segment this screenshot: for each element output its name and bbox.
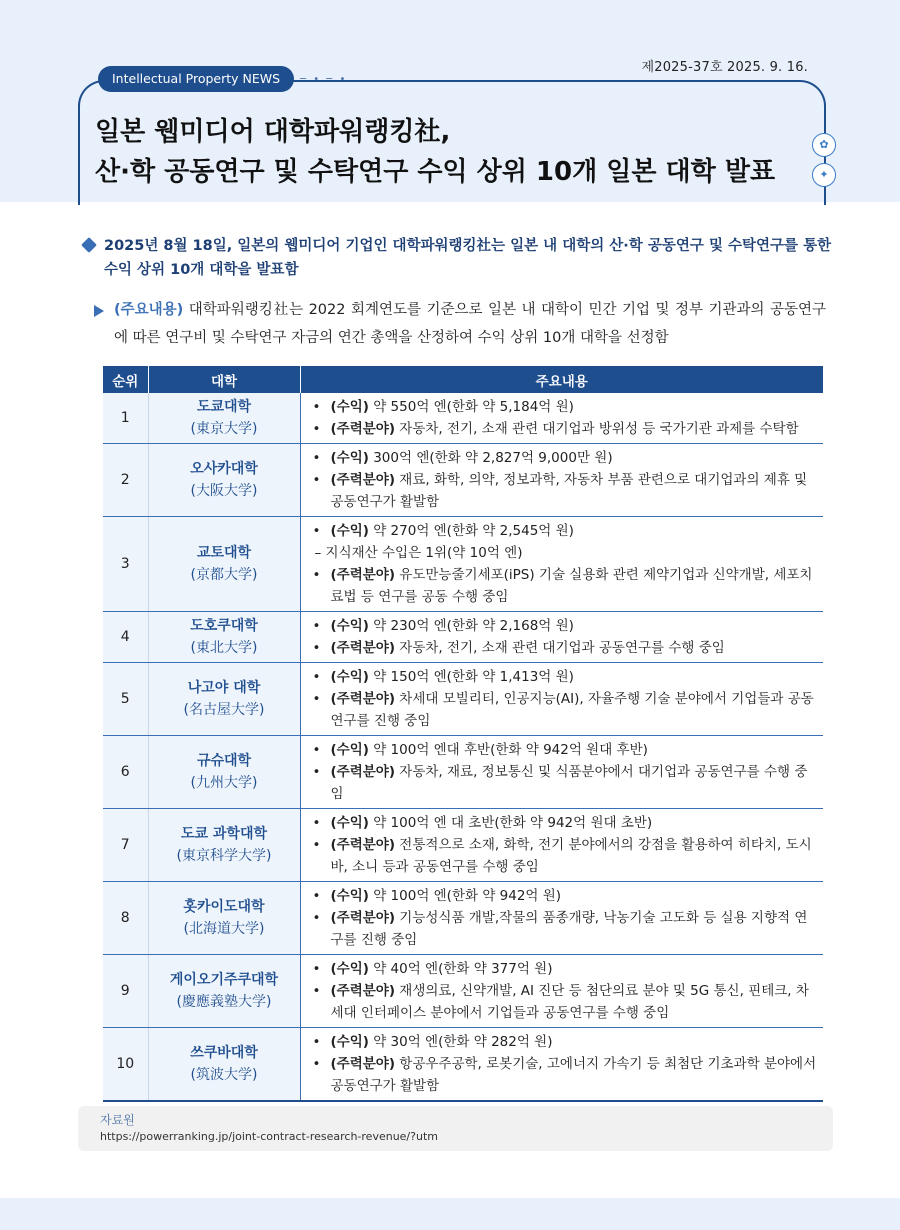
rank-cell: 8 — [103, 882, 148, 955]
detail-text: 약 100억 엔대 후반(한화 약 942억 원대 후반) — [368, 742, 648, 758]
detail-label: (주력분야) — [330, 567, 396, 583]
detail-text: 약 40억 엔(한화 약 377억 원) — [368, 961, 553, 977]
detail-label: (주력분야) — [330, 764, 396, 780]
university-cell — [148, 1028, 300, 1102]
rank-cell: 9 — [103, 955, 148, 1028]
summary-point-2 — [94, 296, 826, 352]
table-row — [103, 809, 823, 882]
rank-cell: 2 — [103, 444, 148, 517]
details-cell — [300, 444, 823, 517]
university-name-ja: (九州大学) — [190, 775, 258, 791]
details-cell — [300, 393, 823, 444]
university-name-ko: 도쿄 과학대학 — [180, 826, 268, 842]
detail-text: 기능성식품 개발,작물의 품종개량, 낙농기술 고도화 등 실용 지향적 연구를 진행 중임 — [330, 910, 808, 948]
detail-label: (수익) — [330, 618, 369, 634]
detail-text: 자동차, 전기, 소재 관련 대기업과 방위성 등 국가기관 과제를 수탁함 — [395, 421, 799, 437]
detail-item — [311, 615, 818, 637]
table-row — [103, 955, 823, 1028]
detail-label: (수익) — [330, 961, 369, 977]
rank-cell: 4 — [103, 612, 148, 663]
source-box — [78, 1106, 833, 1151]
university-cell — [148, 393, 300, 444]
detail-item — [311, 812, 818, 834]
table-row — [103, 663, 823, 736]
detail-item — [311, 396, 818, 418]
rank-cell: 10 — [103, 1028, 148, 1102]
detail-item — [311, 520, 818, 542]
university-name-ko: 쓰쿠바대학 — [190, 1045, 258, 1061]
details-cell — [300, 882, 823, 955]
lightbulb-icon: ✿ — [812, 133, 836, 157]
table-row — [103, 612, 823, 663]
detail-text: 약 30억 엔(한화 약 282억 원) — [368, 1034, 553, 1050]
university-name-ja: (東北大学) — [190, 640, 258, 656]
detail-item — [311, 761, 818, 805]
detail-text: 약 550억 엔(한화 약 5,184억 원) — [368, 399, 574, 415]
header-university: 대학 — [148, 366, 300, 393]
news-label: Intellectual Property NEWS — [98, 66, 294, 92]
header-rank: 순위 — [103, 366, 148, 393]
detail-label: (주력분야) — [330, 640, 396, 656]
rank-cell: 7 — [103, 809, 148, 882]
footer-band — [0, 1198, 900, 1230]
detail-text: 자동차, 재료, 정보통신 및 식품분야에서 대기업과 공동연구를 수행 중임 — [330, 764, 808, 802]
university-cell — [148, 663, 300, 736]
detail-label: (주력분야) — [330, 1056, 396, 1072]
detail-text: 약 150억 엔(한화 약 1,413억 원) — [368, 669, 574, 685]
table-row — [103, 444, 823, 517]
detail-text: 재료, 화학, 의약, 정보과학, 자동차 부품 관련으로 대기업과의 제휴 및 공동연구가 활발함 — [330, 472, 808, 510]
detail-item — [311, 980, 818, 1024]
rank-cell: 6 — [103, 736, 148, 809]
detail-text: 전통적으로 소재, 화학, 전기 분야에서의 강점을 활용하여 히타치, 도시바, 소니 등과 공동연구를 수행 중임 — [330, 837, 812, 875]
detail-item — [311, 1053, 818, 1097]
university-name-ko: 규슈대학 — [196, 753, 252, 769]
university-name-ja: (東京大学) — [190, 421, 258, 437]
detail-item — [311, 418, 818, 440]
rank-cell: 3 — [103, 517, 148, 612]
detail-text: 차세대 모빌리티, 인공지능(AI), 자율주행 기술 분야에서 기업들과 공동연구를 진행 중임 — [330, 691, 814, 729]
details-cell — [300, 955, 823, 1028]
detail-label: (주력분야) — [330, 910, 396, 926]
detail-text: 약 100억 엔(한화 약 942억 원) — [368, 888, 562, 904]
university-name-ko: 홋카이도대학 — [183, 899, 265, 915]
detail-label: (주력분야) — [330, 837, 396, 853]
title-line-2: 산·학 공동연구 및 수탁연구 수익 상위 10개 일본 대학 발표 — [95, 157, 776, 187]
university-name-ko: 도쿄대학 — [196, 399, 252, 415]
table-body — [103, 393, 823, 1101]
detail-item — [311, 958, 818, 980]
cube-bullet-icon — [81, 237, 97, 253]
detail-item — [311, 666, 818, 688]
university-cell — [148, 882, 300, 955]
detail-label: (수익) — [330, 669, 369, 685]
table-row — [103, 1028, 823, 1102]
detail-text: 약 100억 엔 대 초반(한화 약 942억 원대 초반) — [368, 815, 653, 831]
detail-label: (주력분야) — [330, 983, 396, 999]
university-name-ko: 게이오기주쿠대학 — [169, 972, 279, 988]
globe-icon: ✦ — [812, 163, 836, 187]
rank-cell: 5 — [103, 663, 148, 736]
university-name-ja: (筑波大学) — [190, 1067, 258, 1083]
detail-item — [311, 739, 818, 761]
details-cell — [300, 736, 823, 809]
detail-text: 자동차, 전기, 소재 관련 대기업과 공동연구를 수행 중임 — [395, 640, 725, 656]
detail-label: (주력분야) — [330, 472, 396, 488]
details-cell — [300, 663, 823, 736]
detail-label: (수익) — [330, 815, 369, 831]
university-name-ko: 교토대학 — [196, 545, 252, 561]
summary-point-1 — [82, 234, 842, 282]
details-cell — [300, 1028, 823, 1102]
university-cell — [148, 517, 300, 612]
university-name-ko: 오사카대학 — [190, 461, 258, 477]
university-cell — [148, 736, 300, 809]
detail-text: 약 230억 엔(한화 약 2,168억 원) — [368, 618, 574, 634]
university-name-ko: 나고야 대학 — [187, 680, 261, 696]
university-name-ko: 도호쿠대학 — [190, 618, 258, 634]
detail-item — [311, 834, 818, 878]
table-header-row — [103, 366, 823, 393]
detail-item — [311, 564, 818, 608]
detail-subitem: – 지식재산 수입은 1위(약 10억 엔) — [314, 545, 523, 561]
university-name-ja: (大阪大学) — [190, 483, 258, 499]
university-name-ja: (北海道大学) — [183, 921, 265, 937]
page-title — [95, 112, 795, 192]
table-row — [103, 517, 823, 612]
detail-text: 약 270억 엔(한화 약 2,545억 원) — [368, 523, 574, 539]
triangle-bullet-icon — [94, 305, 104, 317]
detail-label: (수익) — [330, 450, 369, 466]
university-name-ja: (慶應義塾大学) — [176, 994, 272, 1010]
detail-item — [311, 469, 818, 513]
summary-point-1-text: 2025년 8월 18일, 일본의 웹미디어 기업인 대학파워랭킹社는 일본 내 대학의 산·학 공동연구 및 수탁연구를 통한 수익 상위 10개 대학을 발표함 — [104, 238, 832, 278]
detail-text: 재생의료, 신약개발, AI 진단 등 첨단의료 분야 및 5G 통신, 핀테크, 차세대 인터페이스 분야에서 기업들과 공동연구를 수행 중임 — [330, 983, 809, 1021]
university-cell — [148, 444, 300, 517]
detail-item — [311, 447, 818, 469]
rank-cell: 1 — [103, 393, 148, 444]
detail-text: 항공우주공학, 로봇기술, 고에너지 가속기 등 최첨단 기초과학 분야에서 공동연구가 활발함 — [330, 1056, 817, 1094]
detail-item — [311, 637, 818, 659]
ranking-table — [103, 366, 823, 1102]
detail-label: (수익) — [330, 888, 369, 904]
detail-item — [311, 1031, 818, 1053]
dots-decoration: ─ • ─ • — [300, 74, 348, 85]
details-cell — [300, 809, 823, 882]
detail-text: 300억 엔(한화 약 2,827억 9,000만 원) — [368, 450, 613, 466]
title-line-1: 일본 웹미디어 대학파워랭킹社, — [95, 117, 451, 147]
detail-label: (수익) — [330, 742, 369, 758]
university-cell — [148, 612, 300, 663]
detail-text: 유도만능줄기세포(iPS) 기술 실용화 관련 제약기업과 신약개발, 세포치료법 등 연구를 공동 수행 중임 — [330, 567, 813, 605]
issue-number: 제2025-37호 2025. 9. 16. — [641, 60, 808, 75]
university-name-ja: (名古屋大学) — [183, 702, 265, 718]
details-cell — [300, 517, 823, 612]
summary-point-2-label: (주요내용) — [114, 302, 184, 318]
summary-point-2-text: 대학파워랭킹社는 2022 회계연도를 기준으로 일본 내 대학이 민간 기업 및 정부 기관과의 공동연구에 따른 연구비 및 수탁연구 자금의 연간 총액을 산정하여 수익 상위 10개 대학을 선정함 — [114, 302, 826, 346]
university-cell — [148, 809, 300, 882]
university-cell — [148, 955, 300, 1028]
detail-label: (수익) — [330, 523, 369, 539]
detail-label: (수익) — [330, 1034, 369, 1050]
detail-label: (주력분야) — [330, 421, 396, 437]
table-row — [103, 393, 823, 444]
detail-item — [311, 907, 818, 951]
source-label: 자료원 — [100, 1113, 135, 1127]
table-row — [103, 736, 823, 809]
detail-label: (수익) — [330, 399, 369, 415]
table-row — [103, 882, 823, 955]
detail-item — [311, 885, 818, 907]
header-details: 주요내용 — [300, 366, 823, 393]
detail-item — [311, 688, 818, 732]
detail-label: (주력분야) — [330, 691, 396, 707]
details-cell — [300, 612, 823, 663]
university-name-ja: (東京科学大学) — [176, 848, 272, 864]
source-url: https://powerranking.jp/joint-contract-research-revenue/?utm — [100, 1130, 438, 1143]
university-name-ja: (京都大学) — [190, 567, 258, 583]
